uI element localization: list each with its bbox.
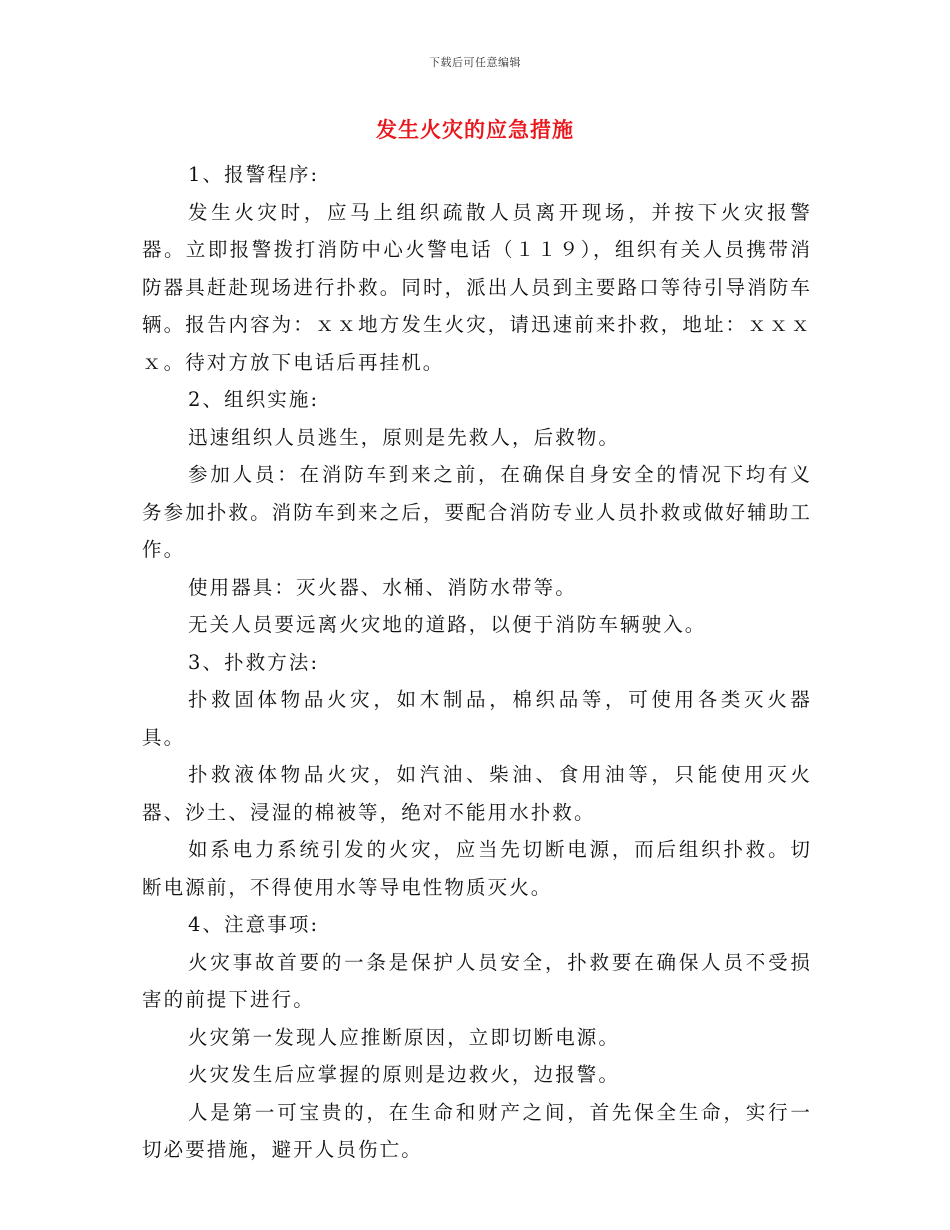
paragraph-liquid-fire: 扑救液体物品火灾，如汽油、柴油、食用油等，只能使用灭火器、沙土、浸湿的棉被等，绝对不能用水扑救。	[142, 763, 812, 824]
document-body	[142, 156, 812, 1169]
header-note: 下载后可任意编辑	[429, 56, 521, 69]
paragraph-solid-fire: 扑救固体物品火灾，如木制品，棉织品等，可使用各类灭火器具。	[142, 688, 812, 749]
section-heading-methods: 3、扑救方法:	[188, 650, 320, 674]
section-heading-organization: 2、组织实施:	[188, 388, 320, 411]
section-heading-notes: 4、注意事项:	[188, 913, 320, 936]
section-heading-reporting: 1、报警程序:	[188, 163, 320, 186]
paragraph-equipment: 使用器具：灭火器、水桶、消防水带等。	[188, 575, 577, 599]
page-title: 发生火灾的应急措施	[376, 117, 574, 142]
paragraph-unrelated-persons: 无关人员要远离火灾地的道路，以便于消防车辆驶入。	[188, 613, 707, 636]
paragraph-personnel-safety: 火灾事故首要的一条是保护人员安全，扑救要在确保人员不受损害的前提下进行。	[142, 950, 812, 1011]
paragraph-reporting-procedure: 发生火灾时，应马上组织疏散人员离开现场，并按下火灾报警器。立即报警拨打消防中心火警电话（１１９），组织有关人员携带消防器具赶赴现场进行扑救。同时，派出人员到主要路口等待引导消防车辆。报告内容为：ｘｘ地方发生火灾，请迅速前来扑救，地址：ｘｘｘｘ。待对方放下电话后再挂机。	[142, 200, 812, 374]
paragraph-participants: 参加人员：在消防车到来之前，在确保自身安全的情况下均有义务参加扑救。消防车到来之后，要配合消防专业人员扑救或做好辅助工作。	[142, 463, 812, 561]
paragraph-principle: 火灾发生后应掌握的原则是边救火，边报警。	[188, 1063, 621, 1086]
paragraph-electrical-fire: 如系电力系统引发的火灾，应当先切断电源，而后组织扑救。切断电源前，不得使用水等导电性物质灭火。	[142, 838, 812, 899]
paragraph-life-first: 人是第一可宝贵的，在生命和财产之间，首先保全生命，实行一切必要措施，避开人员伤亡。	[142, 1100, 812, 1161]
paragraph-first-discoverer: 火灾第一发现人应推断原因，立即切断电源。	[188, 1025, 621, 1049]
paragraph-evacuation: 迅速组织人员逃生，原则是先救人，后救物。	[188, 425, 621, 449]
